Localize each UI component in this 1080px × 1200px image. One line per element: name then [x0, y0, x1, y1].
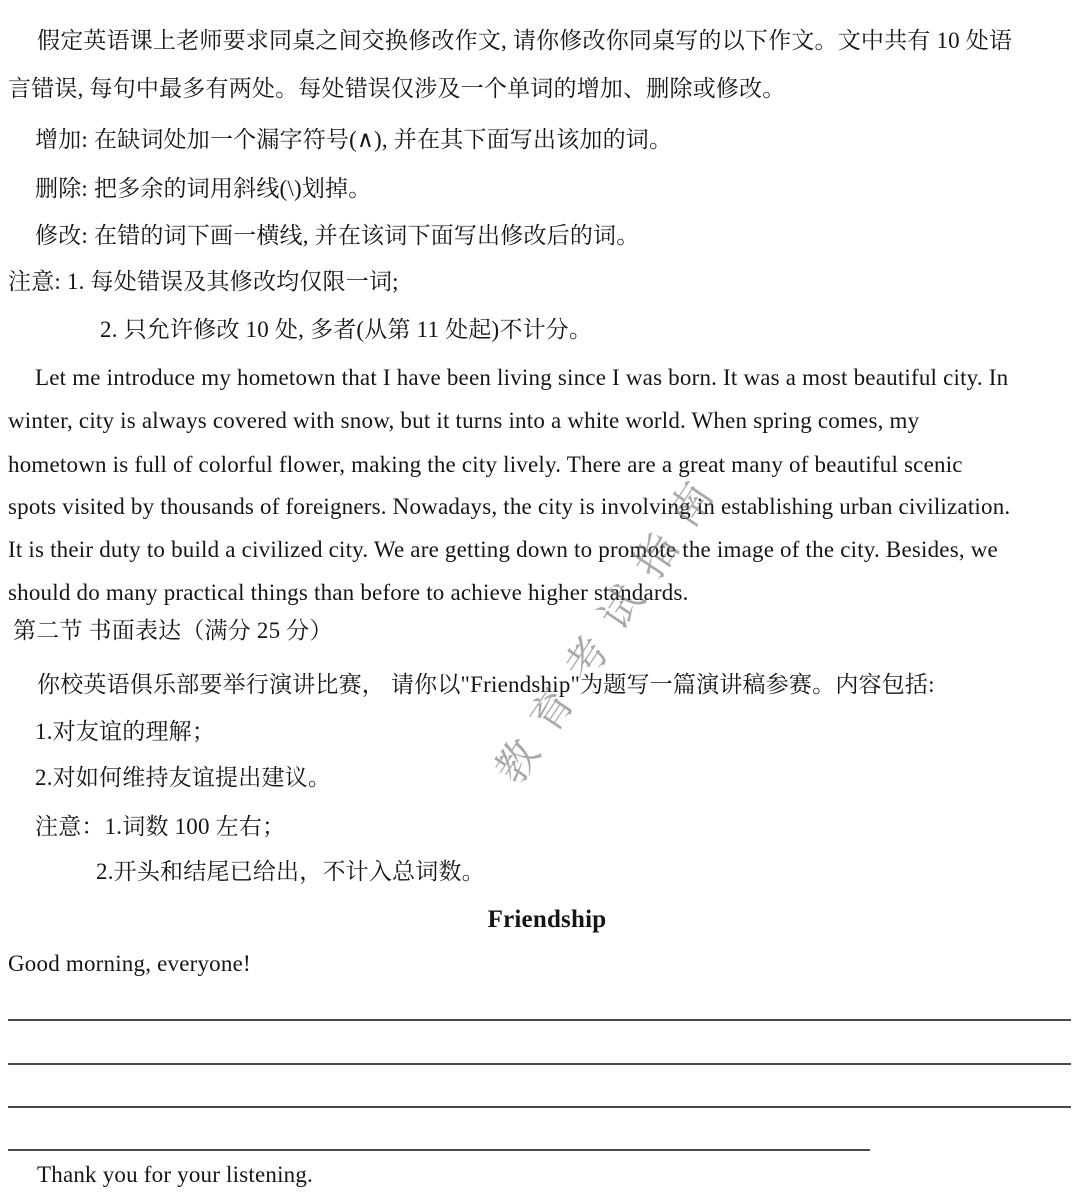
- essay-opening: Good morning, everyone!: [8, 951, 251, 976]
- writing-task-intro: 你校英语俱乐部要举行演讲比赛， 请你以"Friendship"为题写一篇演讲稿参赛。内容包括:: [37, 672, 935, 697]
- correction-rule-modify: 修改: 在错的词下画一横线, 并在该词下面写出修改后的词。: [35, 223, 640, 248]
- correction-rule-delete: 删除: 把多余的词用斜线(\)划掉。: [35, 176, 372, 201]
- answer-blank-line: [8, 1019, 1071, 1021]
- watermark-text: 教育考试指南: [487, 458, 735, 793]
- writing-note-2: 2.开头和结尾已给出，不计入总词数。: [96, 859, 485, 884]
- correction-rule-add: 增加: 在缺词处加一个漏字符号(∧), 并在其下面写出该加的词。: [35, 127, 673, 152]
- passage-line: It is their duty to build a civilized city. We are getting down to promote the image of the city. Besides, we: [8, 537, 998, 562]
- writing-point-1: 1.对友谊的理解；: [35, 719, 216, 744]
- answer-blank-line: [8, 1106, 1071, 1108]
- answer-blank-line: [8, 1063, 1071, 1065]
- passage-line: spots visited by thousands of foreigners. Nowadays, the city is involving in establishing urban civilization.: [8, 494, 1011, 519]
- passage-line: Let me introduce my hometown that I have been living since I was born. It was a most beautiful city. In: [35, 365, 1009, 390]
- answer-blank-line: [8, 1149, 870, 1151]
- correction-intro-line-1: 假定英语课上老师要求同桌之间交换修改作文, 请你修改你同桌写的以下作文。文中共有 10 处语: [37, 28, 1013, 53]
- passage-line: hometown is full of colorful flower, making the city lively. There are a great many of beautiful scenic: [8, 452, 963, 477]
- writing-note-1: 注意：1.词数 100 左右；: [35, 814, 286, 839]
- passage-line: should do many practical things than before to achieve higher standards.: [8, 580, 689, 605]
- correction-note-2: 2. 只允许修改 10 处, 多者(从第 11 处起)不计分。: [100, 317, 593, 342]
- writing-section-title: 第二节 书面表达（满分 25 分）: [13, 618, 333, 643]
- essay-closing: Thank you for your listening.: [37, 1162, 314, 1187]
- writing-point-2: 2.对如何维持友谊提出建议。: [35, 765, 332, 790]
- correction-note-1: 注意: 1. 每处错误及其修改均仅限一词;: [8, 269, 399, 294]
- passage-line: winter, city is always covered with snow, but it turns into a white world. When spring comes, my: [8, 408, 920, 433]
- correction-intro-line-2: 言错误, 每句中最多有两处。每处错误仅涉及一个单词的增加、删除或修改。: [8, 76, 786, 101]
- essay-title: Friendship: [487, 906, 607, 933]
